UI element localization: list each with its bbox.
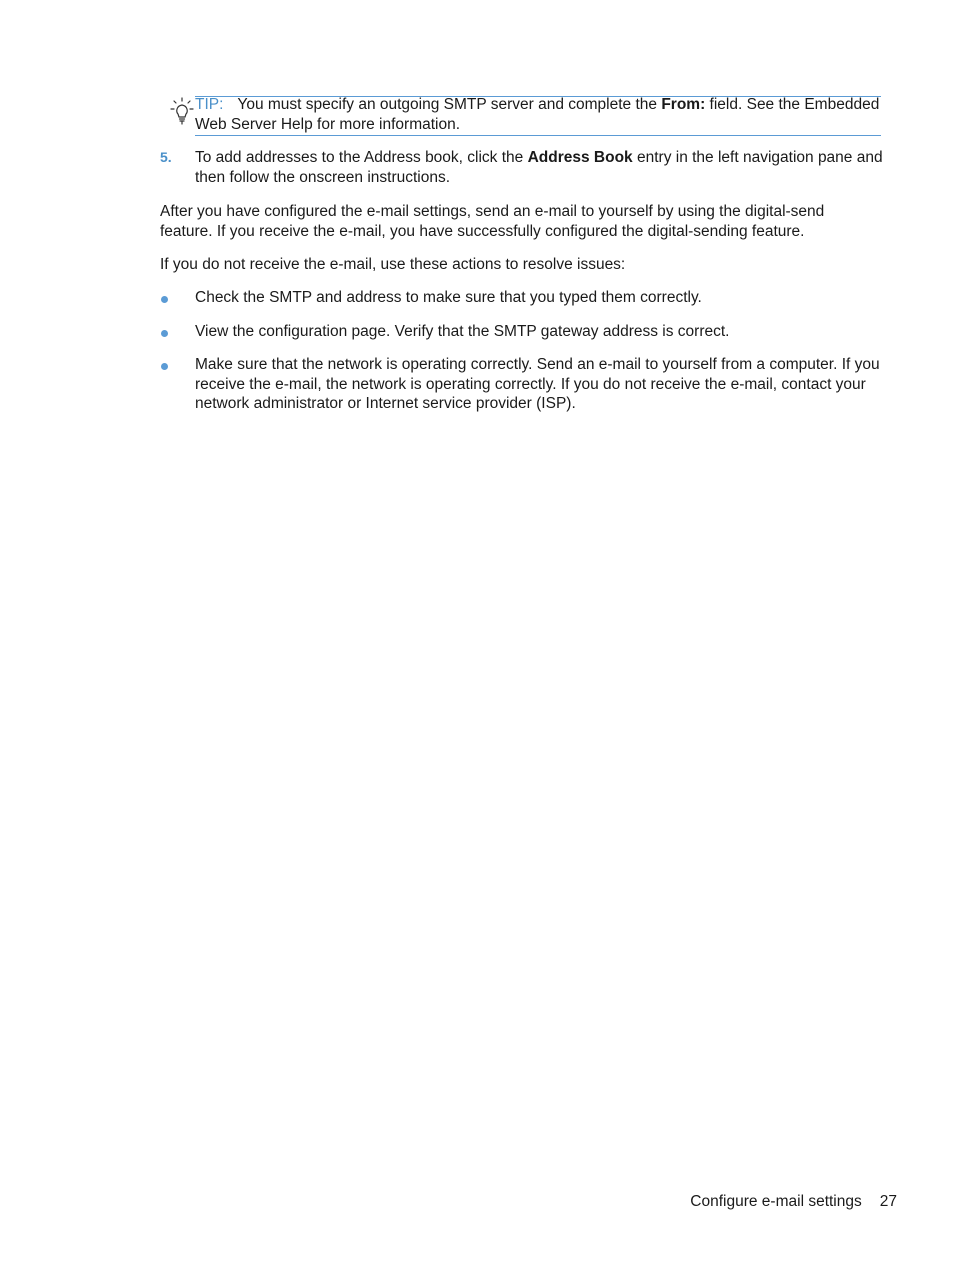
- bullet-dot-icon: [161, 363, 168, 370]
- list-item-text: Check the SMTP and address to make sure that you typed them correctly.: [195, 289, 702, 306]
- step-text-after: entry in the left navigation pane and then follow the onscreen instructions.: [195, 149, 883, 186]
- lightbulb-icon: [169, 96, 195, 126]
- tip-text-after: field. See the Embedded Web Server Help for more information.: [195, 96, 880, 133]
- tip-box: [195, 96, 881, 136]
- list-item-text: Make sure that the network is operating correctly. Send an e-mail to yourself from a computer. If you receive the e-mail, the network is operating correctly. If you do not receive the e-mail, contact your network administrator or Internet service provider (ISP).: [195, 356, 880, 412]
- tip-label: TIP:: [195, 96, 224, 113]
- tip-bold: From:: [661, 96, 706, 113]
- paragraph-resolve-intro: If you do not receive the e-mail, use these actions to resolve issues:: [160, 256, 626, 273]
- footer-title: Configure e-mail settings: [690, 1193, 862, 1210]
- step-bold: Address Book: [527, 149, 633, 166]
- step-text-before: To add addresses to the Address book, click the: [195, 149, 528, 166]
- page-footer: [690, 1192, 897, 1212]
- tip-text: [195, 95, 881, 134]
- step-text: [195, 148, 885, 187]
- paragraph-configured: After you have configured the e-mail settings, send an e-mail to yourself by using the digital-send feature. If you receive the e-mail, you have successfully configured the digital-sending feature.: [160, 203, 825, 240]
- step-number: 5.: [160, 149, 172, 165]
- bullet-dot-icon: [161, 296, 168, 303]
- page-number: 27: [879, 1193, 897, 1210]
- tip-text-before: You must specify an outgoing SMTP server and complete the: [237, 96, 662, 113]
- bullet-dot-icon: [161, 330, 168, 337]
- list-item-text: View the configuration page. Verify that the SMTP gateway address is correct.: [195, 323, 730, 340]
